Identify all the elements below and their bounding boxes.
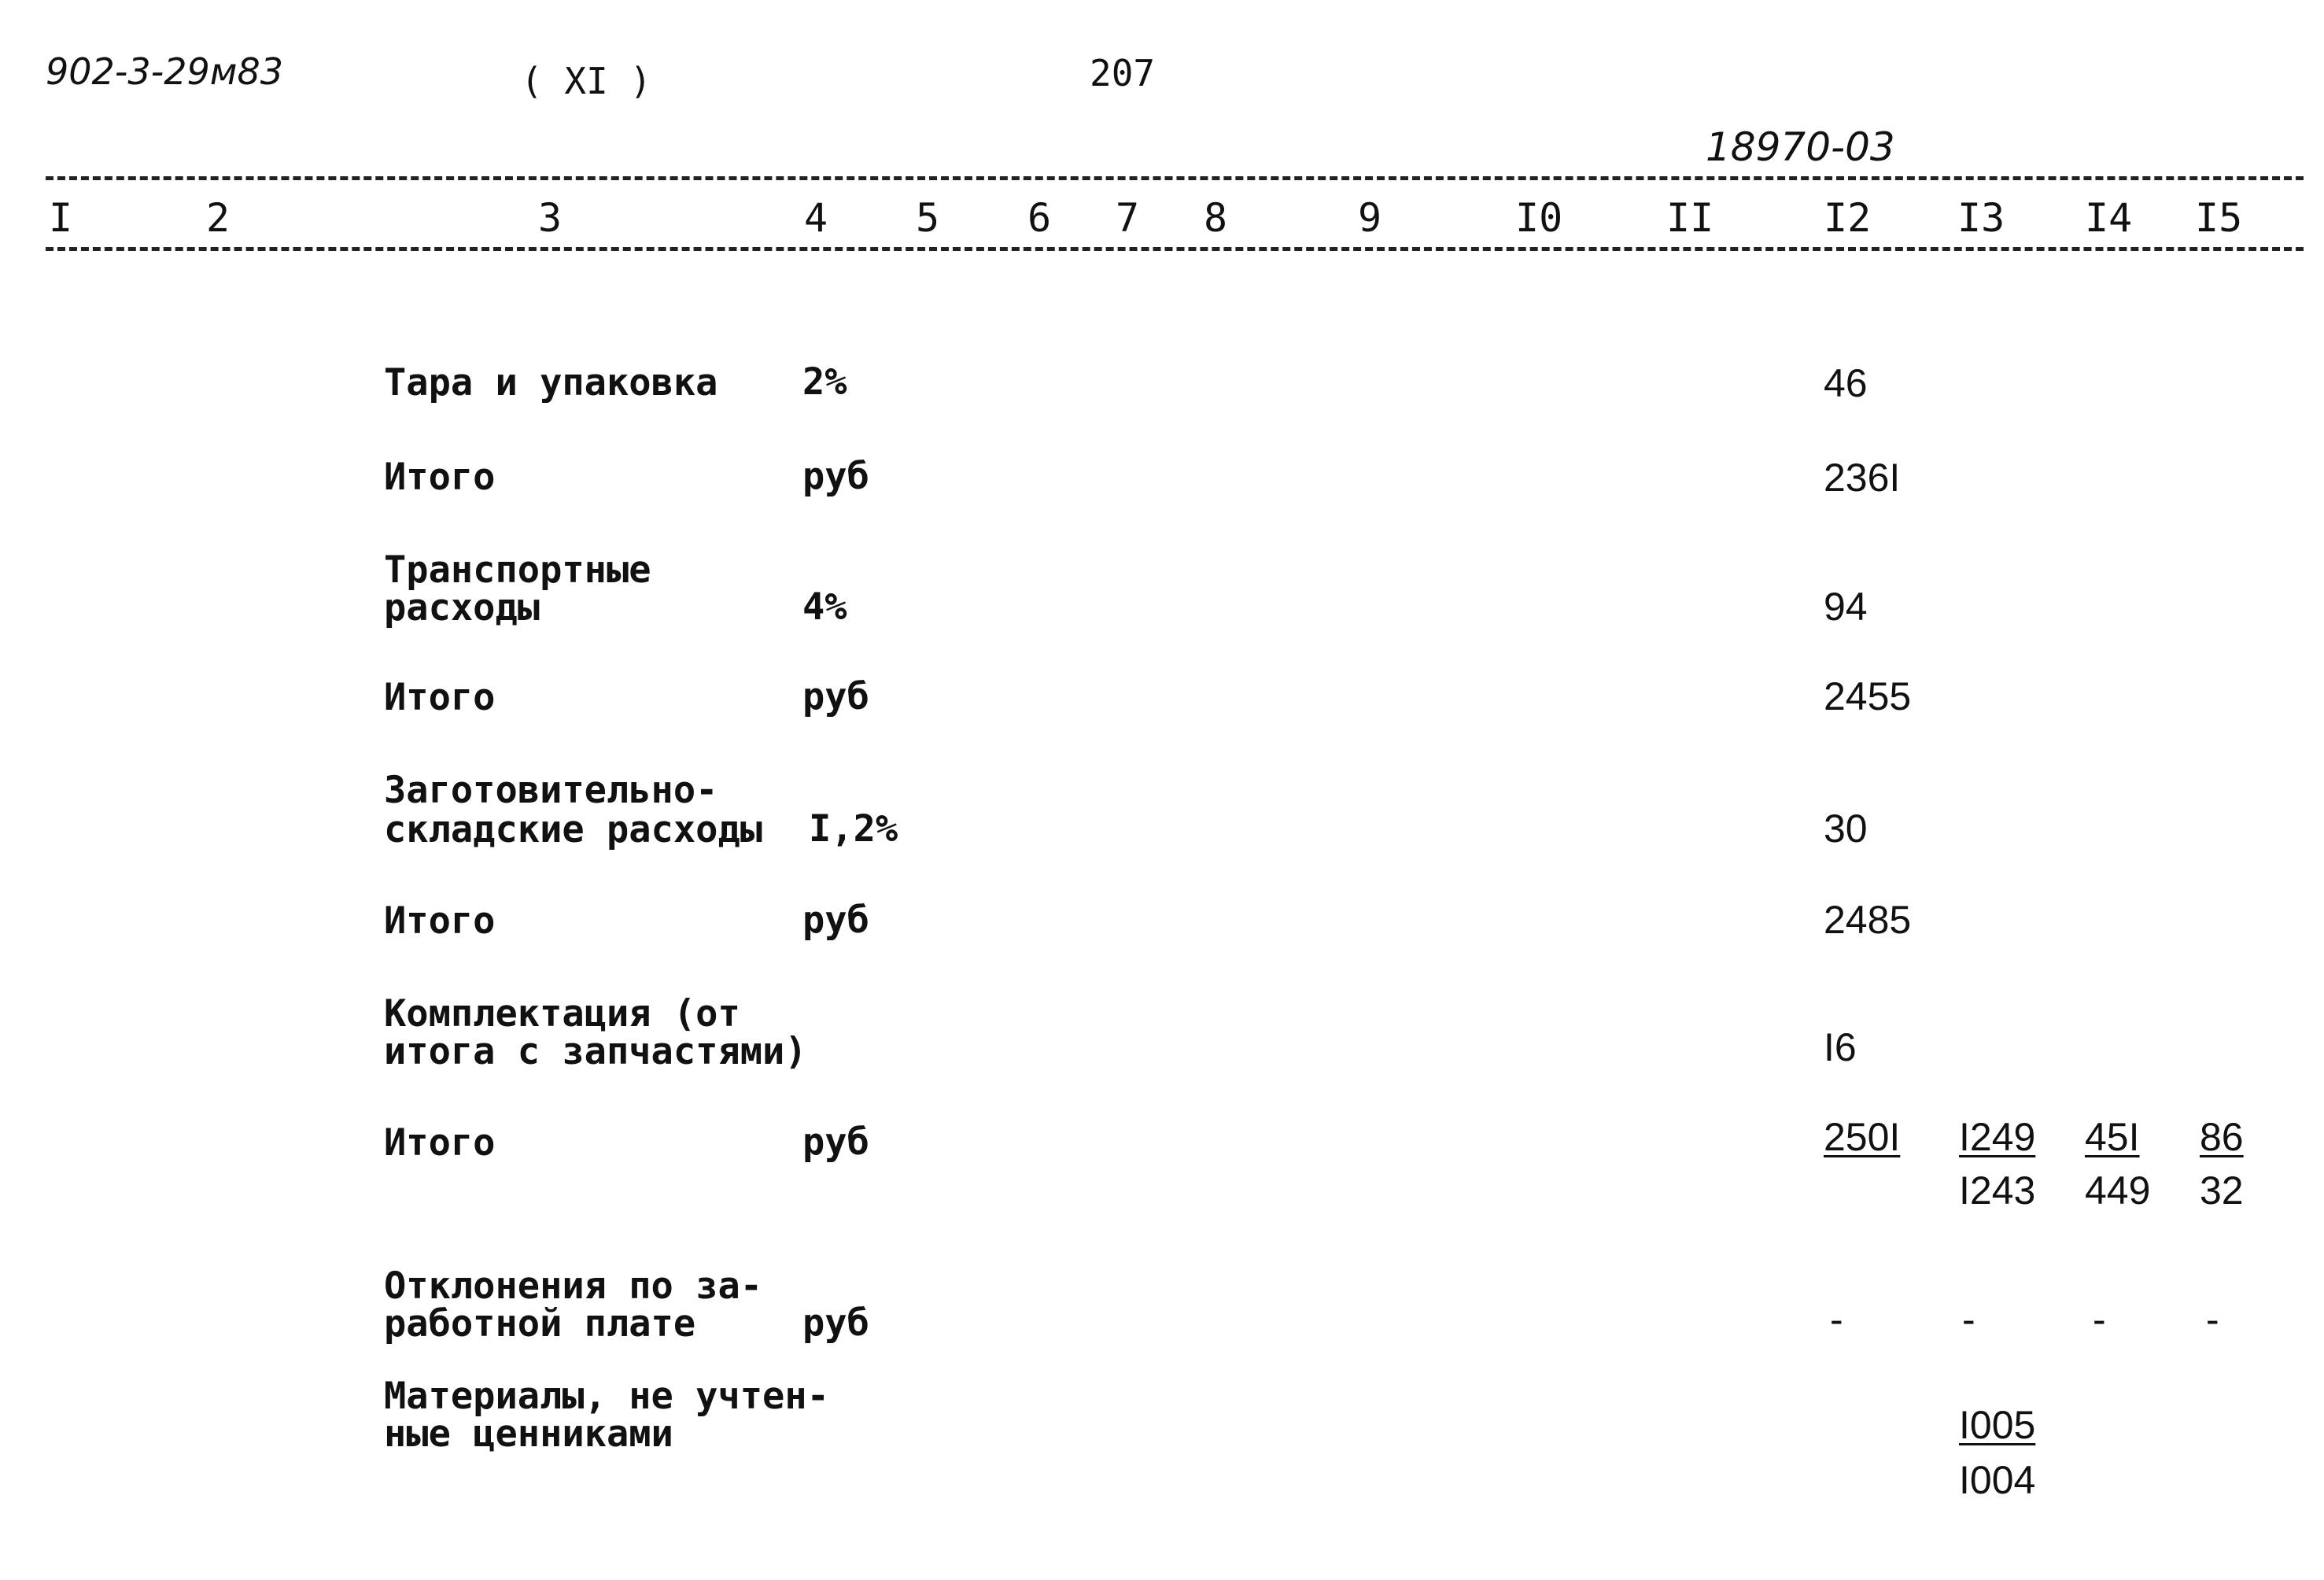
column-header-11: II [1666, 195, 1714, 241]
header-rule-bottom [46, 247, 2304, 251]
row-value-col15-denominator: 32 [2200, 1168, 2244, 1213]
document-number: 18970-03 [1706, 124, 1895, 170]
page-number: 207 [1090, 52, 1156, 94]
row-value-col13-denominator: I243 [1959, 1168, 2036, 1213]
row-label-line1: Транспортные [384, 548, 651, 592]
column-header-2: 2 [206, 195, 231, 241]
row-value-col14-numerator: 45I [2085, 1115, 2140, 1159]
row-value-col12: 250I [1824, 1115, 1901, 1159]
row-value-col13-numerator: I249 [1959, 1115, 2036, 1159]
row-label: Тара и упаковка [384, 361, 718, 404]
row-label: Итого [384, 456, 496, 499]
column-header-4: 4 [804, 195, 828, 241]
row-label-line2: ные ценниками [384, 1412, 673, 1456]
row-label-line2: работной плате [384, 1302, 696, 1346]
row-value-col14: - [2093, 1298, 2106, 1342]
column-header-5: 5 [916, 195, 940, 241]
row-label: Итого [384, 676, 496, 719]
row-label-line1: Заготовительно- [384, 769, 718, 812]
row-value-col12: 236I [1824, 456, 1901, 500]
row-value-col14-denominator: 449 [2085, 1168, 2151, 1213]
column-header-15: I5 [2195, 195, 2243, 241]
row-label-line2: итога с запчастями) [384, 1030, 807, 1073]
column-header-7: 7 [1116, 195, 1140, 241]
row-value-col12: 46 [1824, 361, 1868, 405]
row-value-col12: - [1830, 1298, 1843, 1342]
row-label-line2: складские расходы [384, 808, 763, 851]
column-header-6: 6 [1027, 195, 1052, 241]
row-unit: руб [802, 899, 869, 942]
column-header-8: 8 [1204, 195, 1228, 241]
row-label: Итого [384, 899, 496, 943]
row-value-col12: 2485 [1824, 898, 1912, 942]
row-unit: I,2% [809, 807, 898, 851]
column-header-1: I [49, 195, 73, 241]
row-label-line1: Отклонения по за- [384, 1264, 763, 1308]
row-value-col12: 30 [1824, 807, 1868, 851]
row-unit: 4% [802, 585, 847, 629]
row-unit: руб [802, 1301, 869, 1345]
column-header-9: 9 [1358, 195, 1382, 241]
column-header-13: I3 [1957, 195, 2005, 241]
row-label: Итого [384, 1121, 496, 1165]
row-label-line1: Материалы, не учтен- [384, 1375, 829, 1418]
row-value-col12: 2455 [1824, 674, 1912, 718]
row-value-col15-numerator: 86 [2200, 1115, 2244, 1159]
row-label-line2: расходы [384, 586, 540, 629]
row-value-col13-denominator: I004 [1959, 1458, 2036, 1502]
row-unit: руб [802, 455, 869, 498]
row-value-col12: I6 [1824, 1025, 1857, 1069]
section-number: ( XI ) [521, 60, 652, 102]
row-unit: руб [802, 1120, 869, 1164]
column-header-14: I4 [2085, 195, 2133, 241]
column-header-10: I0 [1515, 195, 1563, 241]
row-value-col15: - [2206, 1298, 2219, 1342]
row-value-col13-numerator: I005 [1959, 1403, 2036, 1447]
row-value-col13: - [1962, 1298, 1975, 1342]
row-unit: 2% [802, 360, 847, 404]
row-label-line1: Комплектация (от [384, 992, 740, 1035]
column-header-3: 3 [538, 195, 563, 241]
column-header-12: I2 [1824, 195, 1872, 241]
header-rule-top [46, 176, 2304, 180]
row-value-col12: 94 [1824, 585, 1868, 629]
project-code: 902-3-29м83 [46, 50, 284, 93]
row-unit: руб [802, 675, 869, 718]
